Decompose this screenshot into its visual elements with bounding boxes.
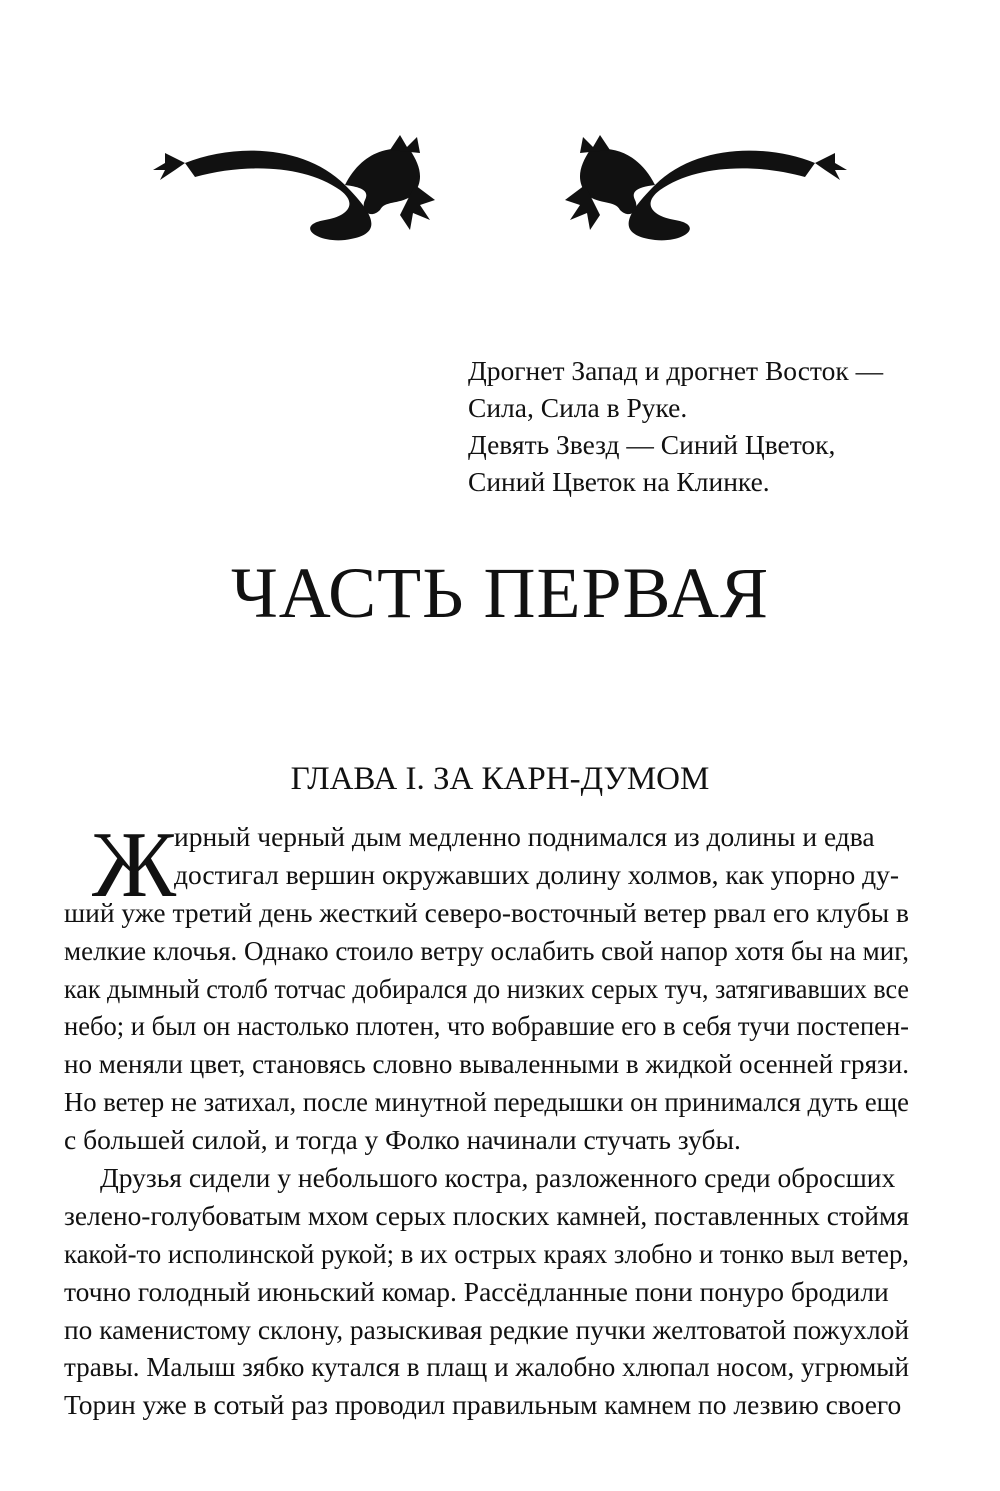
paragraph-1-line: Но ветер не затихал, после минутной передышки он принимался дуть еще (64, 1086, 909, 1118)
epigraph-line: Дрогнет Запад и дрогнет Восток — (468, 355, 884, 386)
paragraph-2-line: Торин уже в сотый раз проводил правильным камнем по лезвию своего (64, 1389, 902, 1421)
epigraph-line: Сила, Сила в Руке. (468, 392, 688, 423)
paragraph-2-line: какой-то исполинской рукой; в их острых краях злобно и тонко выл ветер, (64, 1237, 909, 1269)
paragraph-1-line: как дымный столб тотчас добирался до низких серых туч, затягивавших все (64, 972, 909, 1004)
drop-cap: Ж (92, 813, 177, 917)
paragraph-2-line: по каменистому склону, разыскивая редкие пучки желтоватой пожухлой (64, 1313, 909, 1345)
chapter-title: ГЛАВА I. ЗА КАРН-ДУМОМ (290, 761, 710, 797)
epigraph-line: Синий Цветок на Клинке. (468, 466, 770, 497)
paragraph-2-line: точно голодный июньский комар. Рассёдланные пони понуро бродили (64, 1275, 889, 1307)
paragraph-2-line: зелено-голубоватым мхом серых плоских камней, поставленных стоймя (64, 1199, 909, 1231)
part-title: ЧАСТЬ ПЕРВАЯ (230, 553, 770, 633)
paragraph-2-line: травы. Малыш зябко кутался в плащ и жалобно хлюпал носом, угрюмый (64, 1351, 909, 1383)
body-text (64, 813, 909, 1424)
epigraph (468, 352, 928, 500)
paragraph-1-line: но меняли цвет, становясь словно вываленными в жидкой осенней грязи. (64, 1048, 909, 1080)
paragraph-1-line: мелкие клочья. Однако стоило ветру ослабить свой напор хотя бы на миг, (64, 934, 909, 966)
paragraph-1-line: достигал вершин окружавших долину холмов, как упорно ду- (174, 858, 900, 890)
paragraph-1-line: ший уже третий день жесткий северо-восточный ветер рвал его клубы в (64, 896, 909, 928)
dragon-ornament-icon (145, 125, 855, 250)
paragraph-1-line: ирный черный дым медленно поднимался из долины и едва (174, 821, 875, 852)
paragraph-1-line: небо; и был он настолько плотен, что вобравшие его в себя тучи постепен- (64, 1010, 909, 1042)
epigraph-line: Девять Звезд — Синий Цветок, (468, 429, 836, 460)
paragraph-1-line: с большей силой, и тогда у Фолко начинали стучать зубы. (64, 1124, 741, 1156)
paragraph-2-line: Друзья сидели у небольшого костра, разложенного среди обросших (100, 1162, 896, 1194)
